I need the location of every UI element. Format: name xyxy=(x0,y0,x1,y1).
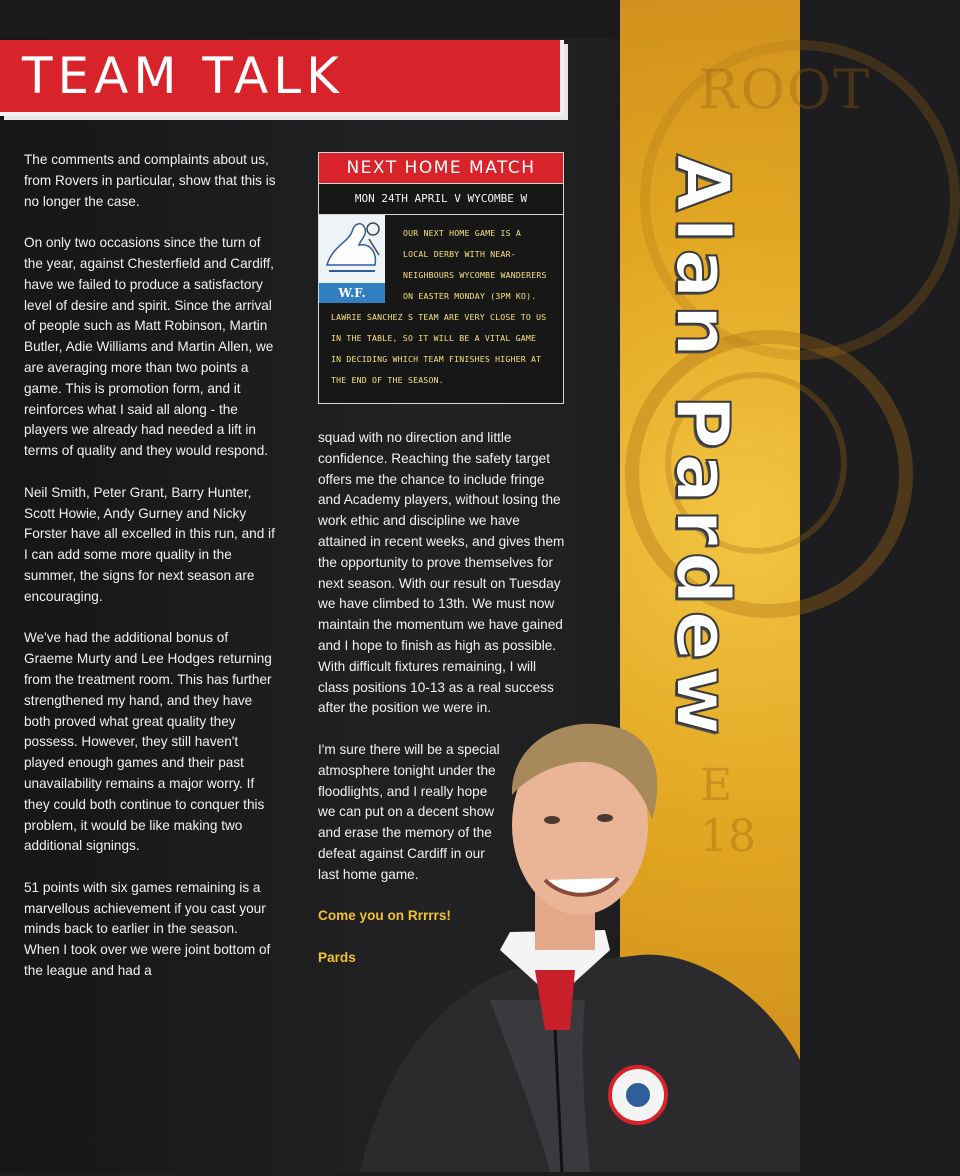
manager-name-vertical: Alan Pardew xyxy=(659,154,745,742)
desc-line: OUR NEXT HOME GAME IS A xyxy=(403,228,521,238)
next-match-date: MON 24TH APRIL V WYCOMBE W xyxy=(319,183,563,215)
desc-line: IN THE TABLE, SO IT WILL BE A VITAL GAME xyxy=(331,333,537,343)
desc-line: LAWRIE SANCHEZ S TEAM ARE VERY CLOSE TO US xyxy=(331,312,547,322)
signoff-line: Come you on Rrrrrs! xyxy=(318,908,451,924)
next-home-match-box xyxy=(318,152,564,404)
page-title: TEAM TALK xyxy=(22,47,344,105)
desc-line: LOCAL DERBY WITH NEAR- xyxy=(403,249,516,259)
left-column xyxy=(24,150,276,1003)
right-column xyxy=(318,428,566,990)
next-match-description xyxy=(331,223,557,391)
watermark-bottom-text: E 18 xyxy=(700,760,756,862)
crest-initials: W.F. xyxy=(319,283,385,303)
paragraph: Neil Smith, Peter Grant, Barry Hunter, Scott Howie, Andy Gurney and Nicky Forster have all excelled in this run, and if I can add some more quality in the summer, the signs for next season are encouraging. xyxy=(24,484,275,604)
paragraph: We've had the additional bonus of Graeme Murty and Lee Hodges returning from the treatment room. This has further strengthened my hand, and they have both proved what great quality they possess. However, they still haven't played enough games and their past unavailability remains a major worry. If they could both continue to conquer this problem, it would be like making two additional signings. xyxy=(24,630,272,854)
paragraph: squad with no direction and little confidence. Reaching the safety target offers me the chance to include fringe and Academy players, without losing the work ethic and discipline we have attained in recent weeks, and gives them the opportunity to prove themselves for next season. With our result on Tuesday we have climbed to 13th. We must now maintain the momentum we have gained and I hope to finish as high as possible. With difficult fixtures remaining, I will class positions 10-13 as a real success after the position we were in. xyxy=(318,430,565,716)
next-match-heading: NEXT HOME MATCH xyxy=(319,153,563,183)
desc-line: IN DECIDING WHICH TEAM FINISHES HIGHER AT xyxy=(331,354,542,364)
paragraph: 51 points with six games remaining is a marvellous achievement if you cast your minds back to earlier in the season. When I took over we were joint bottom of the league and had a xyxy=(24,879,271,979)
paragraph: I'm sure there will be a special atmosphere tonight under the floodlights, and I really hope we can put on a decent show and erase the memory of the defeat against Cardiff in our last home game. xyxy=(318,741,500,882)
paragraph: The comments and complaints about us, from Rovers in particular, show that this is no longer the case. xyxy=(24,152,276,209)
top-strip xyxy=(0,0,620,38)
desc-line: THE END OF THE SEASON. xyxy=(331,375,444,385)
paragraph: On only two occasions since the turn of the year, against Chesterfield and Cardiff, have we failed to produce a satisfactory level of desire and spirit. Since the arrival of people such as Matt Robinson, Martin Butler, Adie Williams and Martin Allen, we are averaging more than two points a game. This is promotion form, and it reinforces what I said all along - the players we already had needed a lift in terms of quality and they would respond. xyxy=(24,235,274,459)
watermark-top-text: ROOT xyxy=(698,58,872,121)
signoff-signature: Pards xyxy=(318,949,356,965)
desc-line: NEIGHBOURS WYCOMBE WANDERERS xyxy=(403,270,547,280)
title-banner xyxy=(0,40,564,116)
desc-line: ON EASTER MONDAY (3PM KO). xyxy=(403,291,537,301)
